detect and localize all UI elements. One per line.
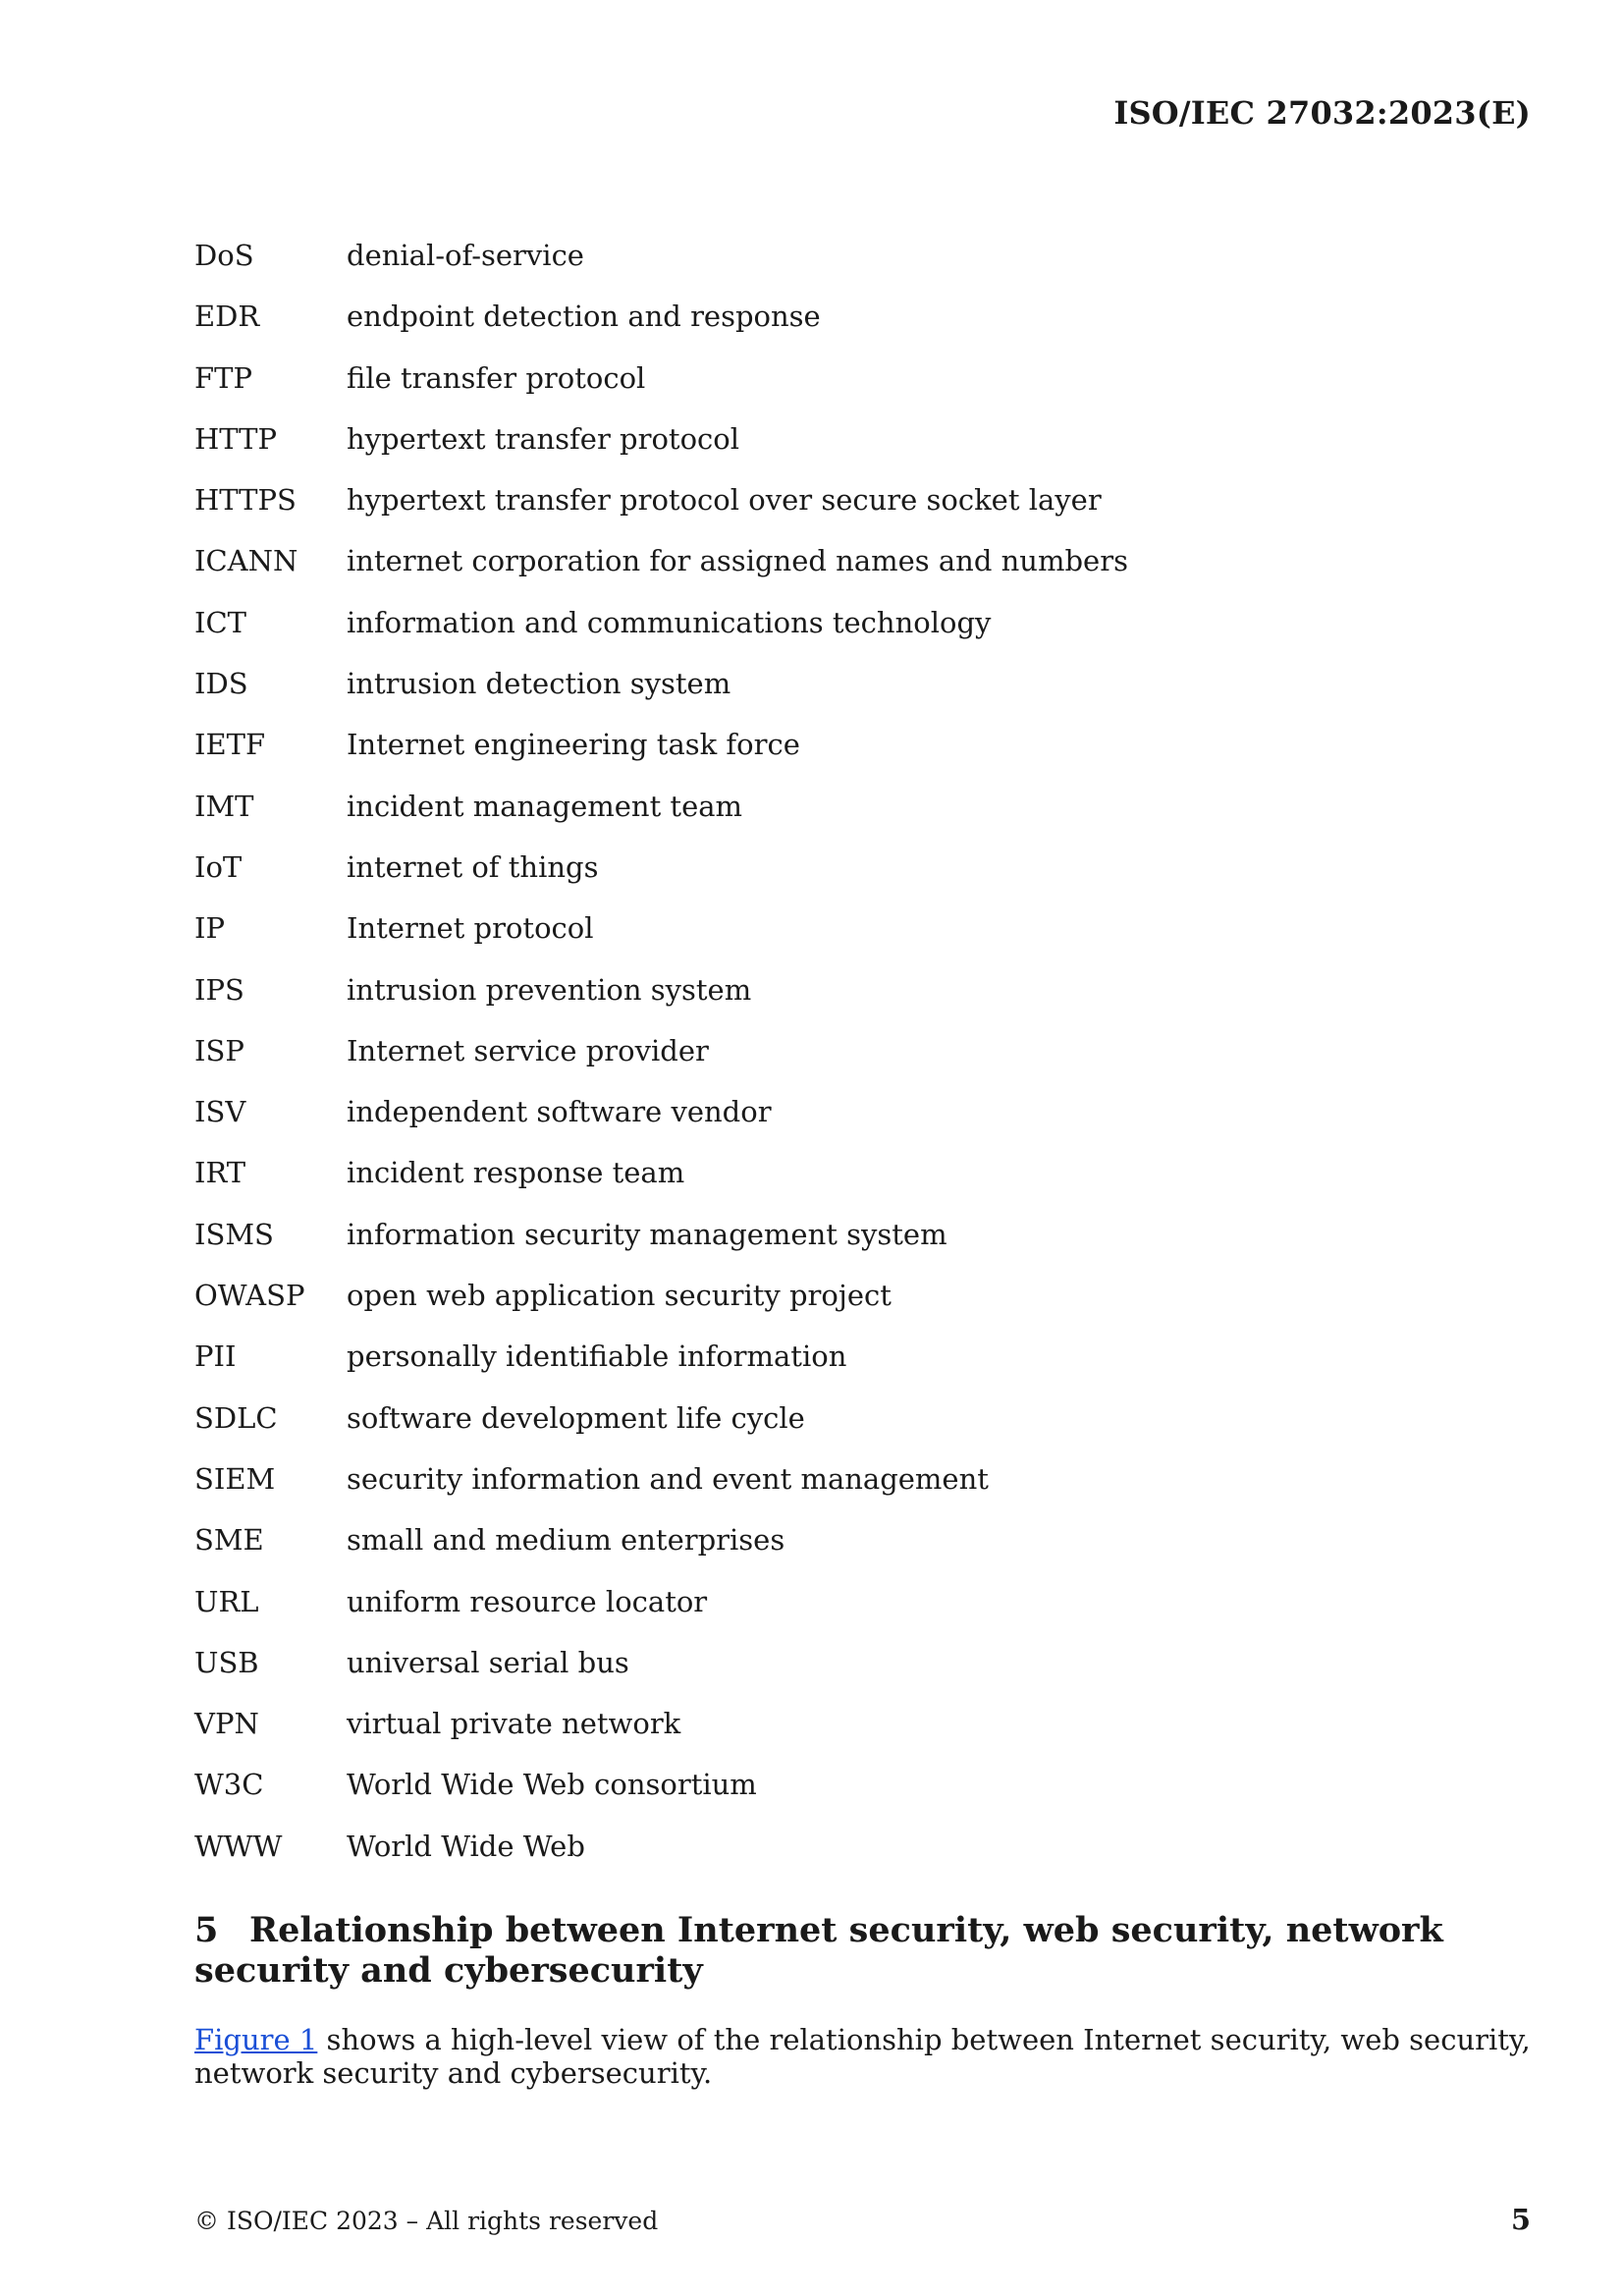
paragraph-text: shows a high-level view of the relationship between Internet security, web security, network security and cybersecurity. <box>194 2023 1531 2090</box>
abbreviation-term: PII <box>194 1339 237 1374</box>
abbreviation-term: URL <box>194 1584 259 1618</box>
abbreviation-definition: independent software vendor <box>347 1095 772 1129</box>
abbreviation-definition: denial-of-service <box>347 239 584 272</box>
abbreviation-row <box>194 297 1373 357</box>
abbreviation-row <box>194 1459 1373 1520</box>
abbreviation-row <box>194 1582 1373 1643</box>
abbreviation-row <box>194 908 1373 969</box>
abbreviation-row <box>194 1643 1373 1704</box>
abbreviation-term: SME <box>194 1523 264 1558</box>
abbreviation-row <box>194 1765 1373 1826</box>
abbreviation-term: IDS <box>194 667 248 701</box>
abbreviation-term: ISV <box>194 1095 246 1129</box>
abbreviation-row <box>194 1520 1373 1581</box>
abbreviation-definition: intrusion prevention system <box>347 972 752 1007</box>
abbreviation-term: ICANN <box>194 544 298 578</box>
abbreviation-definition: small and medium enterprises <box>347 1523 785 1558</box>
abbreviation-term: USB <box>194 1645 259 1679</box>
abbreviation-definition: file transfer protocol <box>347 360 646 395</box>
abbreviation-term: EDR <box>194 300 260 334</box>
abbreviation-term: VPN <box>194 1707 259 1741</box>
abbreviation-term: OWASP <box>194 1279 305 1313</box>
abbreviation-definition: endpoint detection and response <box>347 300 821 334</box>
abbreviation-row <box>194 480 1373 541</box>
footer-copyright: © ISO/IEC 2023 – All rights reserved <box>194 2207 659 2235</box>
abbreviation-row <box>194 1827 1373 1887</box>
abbreviation-row <box>194 1092 1373 1153</box>
abbreviation-term: IPS <box>194 972 244 1007</box>
abbreviation-definition: incident response team <box>347 1156 685 1190</box>
abbreviation-row <box>194 1031 1373 1092</box>
abbreviation-term: ISP <box>194 1033 244 1067</box>
abbreviation-definition: internet of things <box>347 849 599 884</box>
abbreviation-definition: World Wide Web <box>347 1829 585 1863</box>
abbreviation-definition: incident management team <box>347 789 743 823</box>
abbreviation-list <box>194 236 1373 1887</box>
section-number: 5 <box>194 1910 219 1950</box>
abbreviation-definition: hypertext transfer protocol <box>347 421 740 456</box>
abbreviation-term: W3C <box>194 1768 264 1802</box>
abbreviation-term: WWW <box>194 1829 283 1863</box>
abbreviation-term: IRT <box>194 1156 246 1190</box>
section-heading <box>194 1910 1540 1991</box>
abbreviation-row <box>194 787 1373 847</box>
abbreviation-definition: World Wide Web consortium <box>347 1768 757 1802</box>
abbreviation-term: IMT <box>194 789 254 823</box>
abbreviation-row <box>194 358 1373 419</box>
abbreviation-definition: uniform resource locator <box>347 1584 708 1618</box>
section-paragraph <box>194 2023 1540 2090</box>
abbreviation-definition: information security management system <box>347 1217 947 1251</box>
abbreviation-term: IETF <box>194 728 266 762</box>
abbreviation-row <box>194 541 1373 602</box>
abbreviation-term: ISMS <box>194 1217 274 1251</box>
abbreviation-definition: internet corporation for assigned names and numbers <box>347 544 1128 578</box>
abbreviation-term: HTTPS <box>194 483 297 518</box>
abbreviation-definition: open web application security project <box>347 1279 892 1313</box>
abbreviation-definition: Internet protocol <box>347 911 594 946</box>
abbreviation-definition: hypertext transfer protocol over secure socket layer <box>347 483 1102 518</box>
abbreviation-row <box>194 847 1373 908</box>
abbreviation-row <box>194 664 1373 725</box>
abbreviation-row <box>194 1276 1373 1337</box>
abbreviation-definition: security information and event management <box>347 1461 989 1496</box>
abbreviation-row <box>194 1215 1373 1276</box>
abbreviation-definition: Internet engineering task force <box>347 728 800 762</box>
abbreviation-definition: universal serial bus <box>347 1645 629 1679</box>
abbreviation-row <box>194 970 1373 1031</box>
abbreviation-row <box>194 603 1373 664</box>
abbreviation-row <box>194 1153 1373 1214</box>
abbreviation-term: SIEM <box>194 1461 276 1496</box>
document-identifier: ISO/IEC 27032:2023(E) <box>1113 94 1531 132</box>
abbreviation-definition: Internet service provider <box>347 1033 709 1067</box>
abbreviation-row <box>194 1398 1373 1459</box>
abbreviation-row <box>194 725 1373 786</box>
abbreviation-definition: virtual private network <box>347 1707 681 1741</box>
abbreviation-definition: personally identifiable information <box>347 1339 847 1374</box>
abbreviation-term: HTTP <box>194 421 278 456</box>
abbreviation-term: IP <box>194 911 225 946</box>
abbreviation-row <box>194 236 1373 297</box>
figure-1-link[interactable]: Figure 1 <box>194 2023 318 2056</box>
abbreviation-row <box>194 1704 1373 1765</box>
abbreviation-definition: information and communications technology <box>347 605 992 639</box>
page-number: 5 <box>1510 2203 1531 2236</box>
abbreviation-term: IoT <box>194 849 243 884</box>
abbreviation-term: SDLC <box>194 1400 278 1435</box>
abbreviation-row <box>194 1337 1373 1397</box>
abbreviation-term: FTP <box>194 360 252 395</box>
abbreviation-term: ICT <box>194 605 246 639</box>
abbreviation-row <box>194 419 1373 480</box>
section-title: Relationship between Internet security, web security, network security and cybersecurity <box>194 1910 1443 1991</box>
abbreviation-term: DoS <box>194 239 254 272</box>
abbreviation-definition: software development life cycle <box>347 1400 805 1435</box>
abbreviation-definition: intrusion detection system <box>347 667 731 701</box>
